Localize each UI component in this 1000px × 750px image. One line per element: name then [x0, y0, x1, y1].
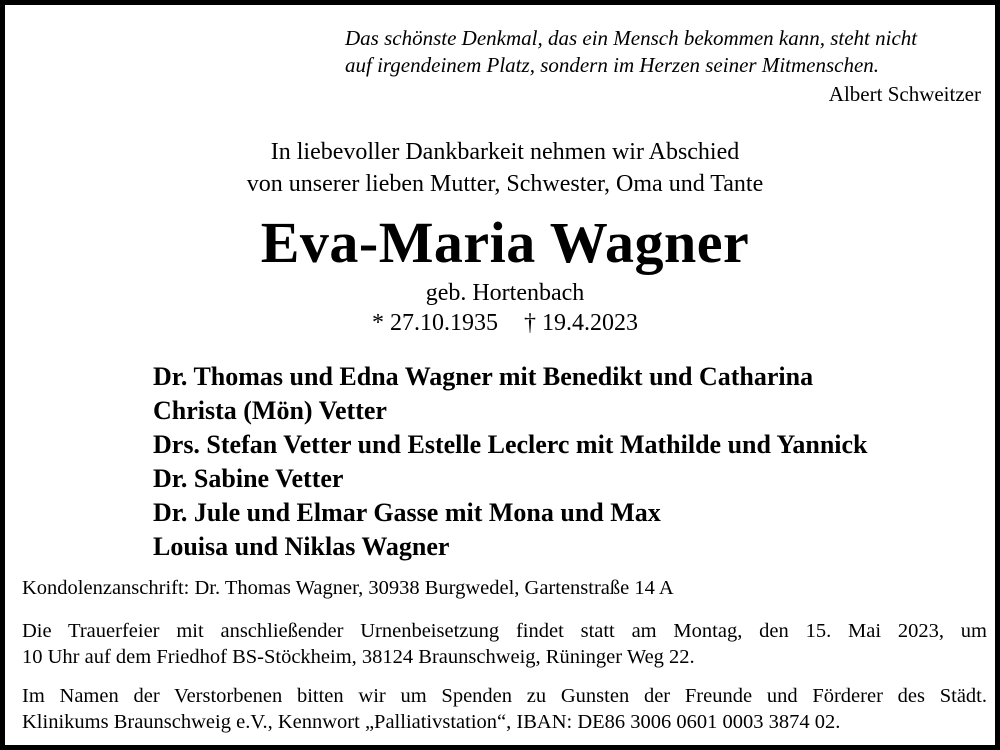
- donation-line: Klinikums Braunschweig e.V., Kennwort „Palliativstation“, IBAN: DE86 3006 0601 0003 3874 02.: [22, 711, 841, 733]
- funeral-line: 10 Uhr auf dem Friedhof BS-Stöckheim, 38124 Braunschweig, Rüninger Weg 22.: [22, 646, 695, 668]
- mourner-entry: Louisa und Niklas Wagner: [153, 532, 450, 561]
- mourners-list: [153, 360, 868, 564]
- mourner-entry: Dr. Jule und Elmar Gasse mit Mona und Max: [153, 498, 661, 527]
- donation-info: [22, 683, 987, 735]
- mourner-entry: Christa (Mön) Vetter: [153, 396, 387, 425]
- farewell-intro: [5, 136, 1000, 200]
- quote-author: Albert Schweitzer: [828, 82, 981, 106]
- birth-name: geb. Hortenbach: [425, 280, 585, 306]
- mourner-entry: Dr. Thomas und Edna Wagner mit Benedikt und Catharina: [153, 362, 814, 391]
- quote-line: Das schönste Denkmal, das ein Mensch bekommen kann, steht nicht: [345, 26, 918, 50]
- condolence-address: Kondolenzanschrift: Dr. Thomas Wagner, 30938 Burgwedel, Gartenstraße 14 A: [22, 577, 674, 599]
- birth-date: * 27.10.1935: [372, 310, 498, 336]
- quote-line: auf irgendeinem Platz, sondern im Herzen seiner Mitmenschen.: [345, 53, 880, 77]
- intro-line: von unserer lieben Mutter, Schwester, Oma und Tante: [246, 171, 764, 197]
- life-dates: [5, 307, 1000, 339]
- mourner-entry: Drs. Stefan Vetter und Estelle Leclerc mit Mathilde und Yannick: [153, 430, 868, 459]
- mourner-entry: Dr. Sabine Vetter: [153, 464, 344, 493]
- funeral-line: Die Trauerfeier mit anschließender Urnenbeisetzung findet statt am Montag, den 15. Mai 2023, um: [22, 620, 987, 642]
- death-date: † 19.4.2023: [524, 310, 638, 336]
- epigraph-quote: [345, 25, 990, 79]
- donation-line: Im Namen der Verstorbenen bitten wir um Spenden zu Gunsten der Freunde und Förderer des Städt.: [22, 685, 987, 707]
- intro-line: In liebevoller Dankbarkeit nehmen wir Abschied: [270, 139, 740, 165]
- funeral-info: [22, 618, 987, 670]
- deceased-name: Eva-Maria Wagner: [260, 210, 750, 275]
